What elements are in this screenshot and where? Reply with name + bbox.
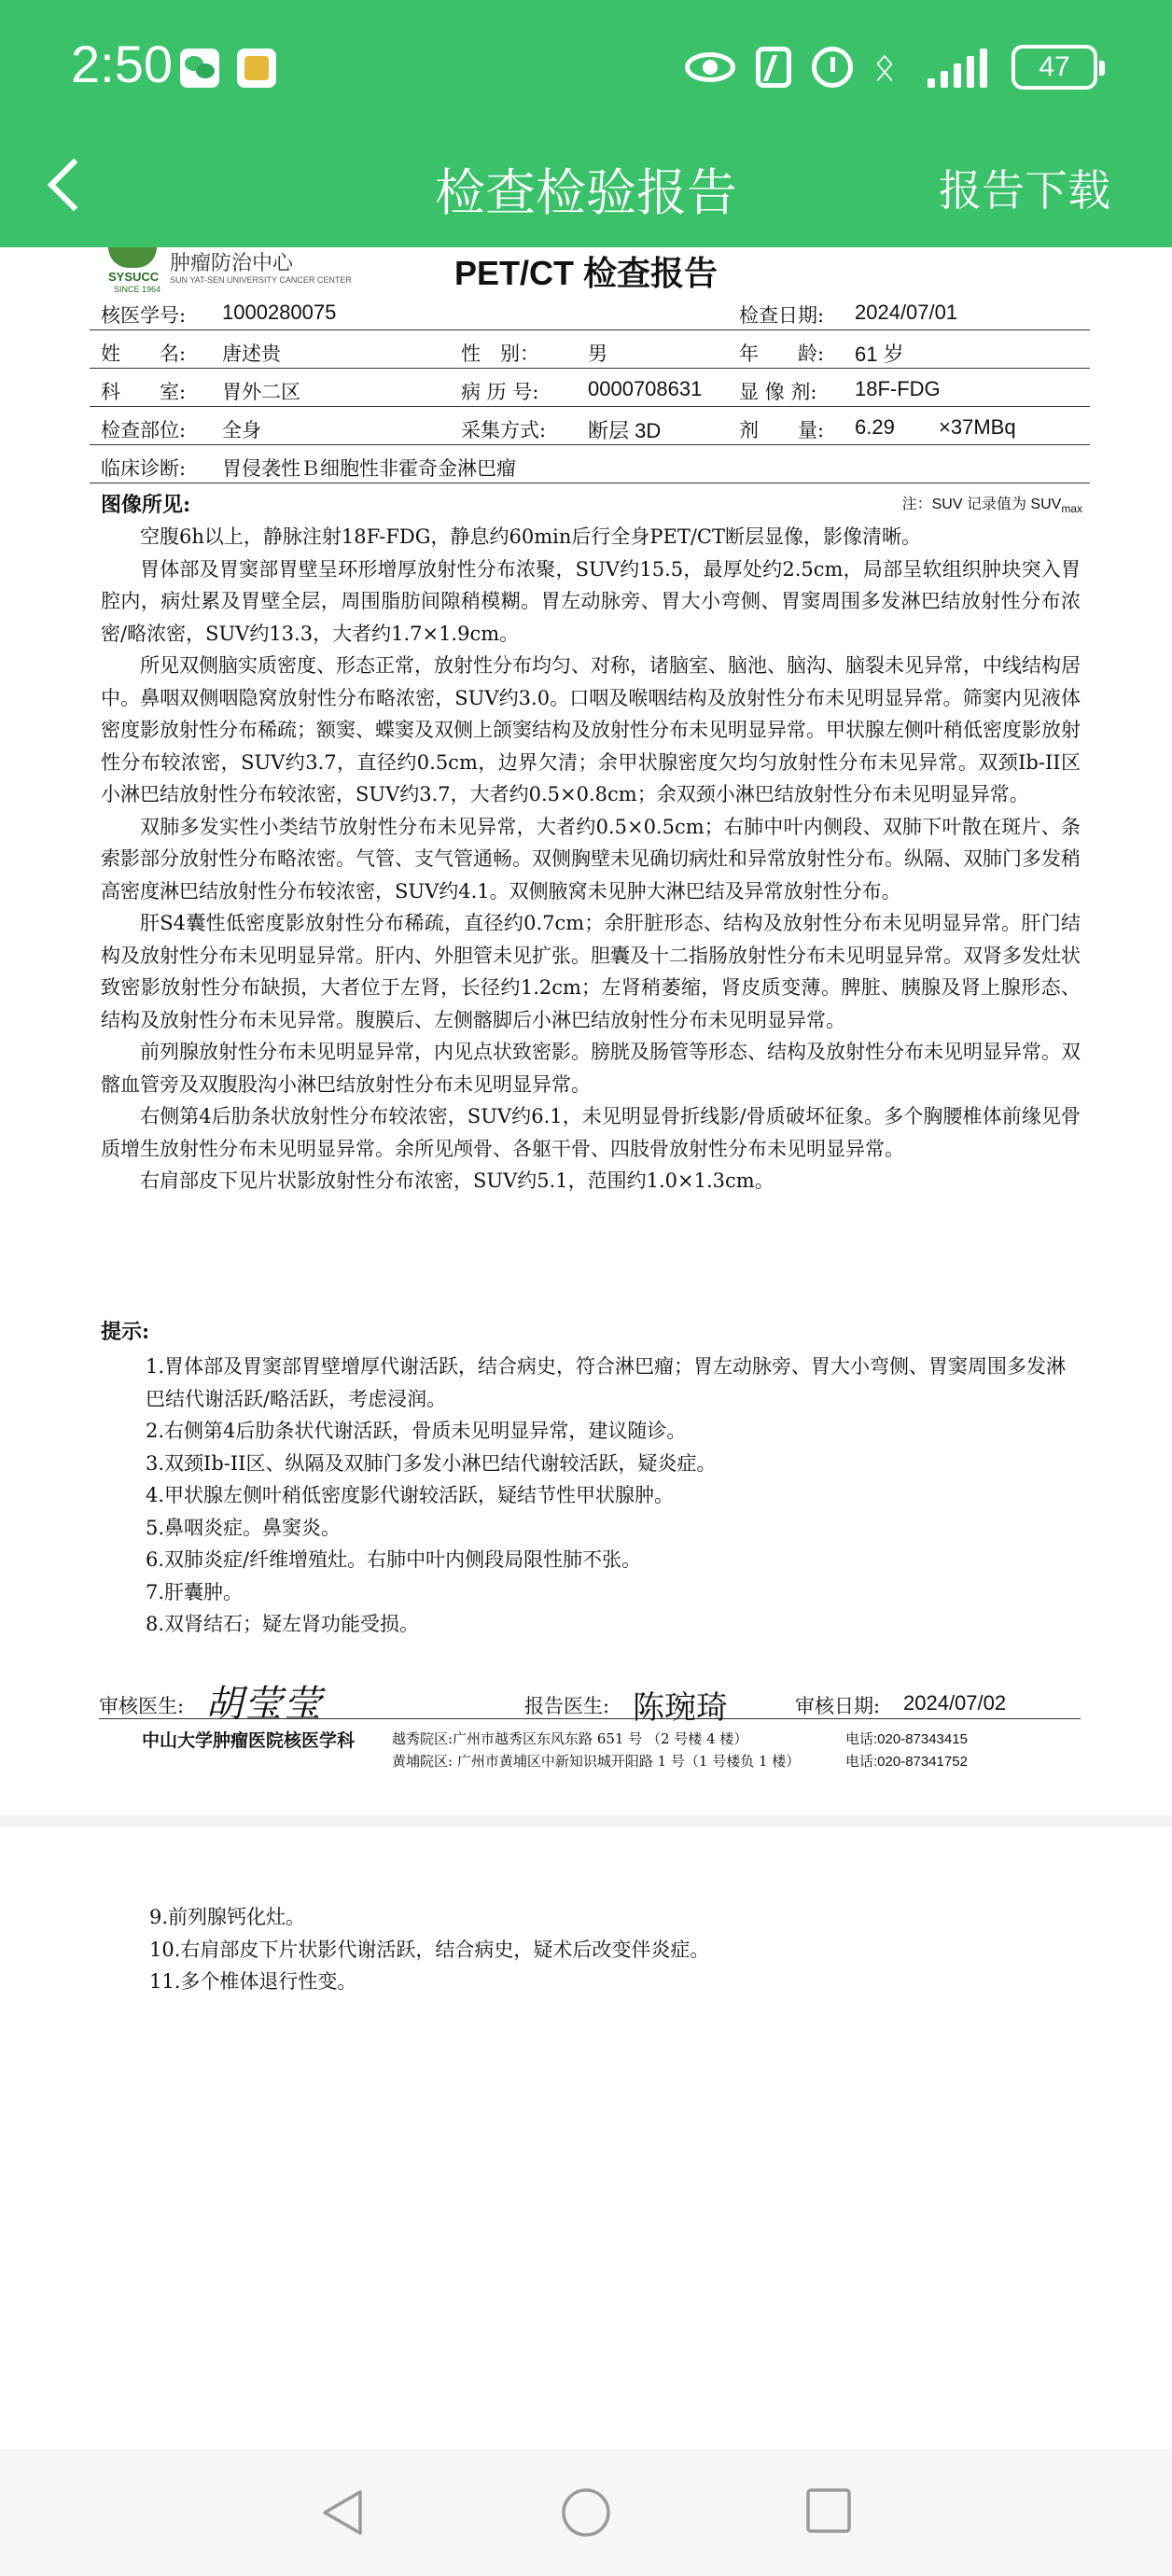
bluetooth-icon: ᛟ (873, 46, 896, 89)
info-row (90, 330, 1090, 369)
app-badge-icon (237, 49, 276, 88)
nav-back-icon[interactable] (317, 2486, 370, 2539)
info-row (90, 292, 1090, 330)
reviewer-label: 审核医生: (99, 1695, 185, 1717)
date-value: 2024/07/01 (855, 301, 958, 324)
nav-recent-icon[interactable] (804, 2486, 853, 2535)
footer-address-1: 越秀院区:广州市越秀区东风东路 651 号 （2 号楼 4 楼） (392, 1730, 748, 1747)
tip-item: 7.肝囊肿。 (146, 1580, 244, 1603)
findings-paragraph: 胃体部及胃窦部胃壁呈环形增厚放射性分布浓聚，SUV约15.5，最厚处约2.5cm，局部呈软组织肿块突入胃腔内，病灶累及胃壁全层，周围脂肪间隙稍模糊。胃左动脉旁、胃大小弯侧、胃窦周围多发淋巴结放射性分布浓密/略浓密，SUV约13.3，大者约1.7×1.9cm。 (101, 557, 1081, 645)
id-label: 核医学号: (101, 304, 187, 327)
dose-unit: ×37MBq (939, 415, 1016, 439)
suv-note (902, 492, 1082, 515)
download-report-button[interactable]: 报告下载 (939, 165, 1110, 216)
suv-note-text: 注：SUV 记录值为 SUV (901, 497, 1062, 512)
eye-icon (685, 52, 735, 82)
name-value: 唐述贵 (222, 343, 281, 365)
suv-note-sub: max (1061, 502, 1082, 516)
footer-phone-1: 电话:020-87343415 (845, 1731, 968, 1747)
wechat-icon (180, 49, 219, 88)
agent-label: 显 像 剂: (739, 381, 817, 403)
battery-icon: 47 (1012, 45, 1097, 90)
record-value: 0000708631 (588, 377, 703, 400)
tips-heading: 提示: (101, 1320, 150, 1344)
page-title: 检查检验报告 (435, 163, 737, 222)
sex-label: 性 别： (461, 343, 539, 365)
footer-address-2: 黄埔院区: 广州市黄埔区中新知识城开阳路 1 号（1 号楼负 1 楼） (392, 1753, 801, 1770)
signal-icon (922, 47, 991, 88)
reviewer-signature: 胡莹莹 (205, 1683, 323, 1726)
review-date-label: 审核日期: (795, 1695, 881, 1717)
findings-paragraph: 肝S4囊性低密度影放射性分布稀疏，直径约0.7cm；余肝脏形态、结构及放射性分布未见明显异常。肝门结构及放射性分布未见明显异常。肝内、外胆管未见扩张。胆囊及十二指肠放射性分布未见明显异常。双肾多发灶状致密影放射性分布缺损，大者位于左肾，长径约1.2cm；左肾稍萎缩，肾皮质变薄。脾脏、胰腺及肾上腺形态、结构及放射性分布未见异常。腹膜后、左侧髂脚后小淋巴结放射性分布未见明显异常。 (101, 912, 1081, 1031)
app-header (0, 0, 1172, 247)
tip-item: 5.鼻咽炎症。鼻窦炎。 (146, 1516, 342, 1539)
findings-paragraph: 空腹6h以上，静脉注射18F-FDG，静息约60min后行全身PET/CT断层显像，影像清晰。 (140, 525, 922, 548)
tip-item: 11.多个椎体退行性变。 (149, 1970, 357, 1993)
alarm-icon (812, 47, 853, 88)
tip-item: 2.右侧第4后肋条状代谢活跃，骨质未见明显异常，建议随诊。 (146, 1420, 687, 1442)
part-label: 检查部位: (101, 419, 187, 441)
nav-home-icon[interactable] (560, 2486, 612, 2539)
logo-since-text: SINCE 1964 (114, 285, 161, 294)
tip-item: 10.右肩部皮下片状影代谢活跃，结合病史，疑术后改变伴炎症。 (149, 1938, 710, 1961)
info-row (90, 369, 1090, 407)
diagnosis-value: 胃侵袭性Ｂ细胞性非霍奇金淋巴瘤 (222, 457, 516, 480)
tips-list (101, 1351, 1081, 1641)
part-value: 全身 (222, 419, 261, 441)
findings-body (101, 521, 1081, 1197)
dept-value: 胃外二区 (222, 381, 300, 403)
findings-paragraph: 所见双侧脑实质密度、形态正常，放射性分布均匀、对称，诸脑室、脑池、脑沟、脑裂未见异常，中线结构居中。鼻咽双侧咽隐窝放射性分布略浓密，SUV约3.0。口咽及喉咽结构及放射性分布未见明显异常。筛窦内见液体密度影放射性分布稀疏；额窦、蝶窦及双侧上颌窦结构及放射性分布未见明显异常。甲状腺左侧叶稍低密度影放射性分布较浓密，SUV约3.7，直径约0.5cm，边界欠清；余甲状腺密度欠均匀放射性分布未见异常。双颈Ib-II区小淋巴结放射性分布较浓密，SUV约3.7，大者约0.5×0.8cm；余双颈小淋巴结放射性分布未见明显异常。 (101, 654, 1081, 805)
patient-info-table (90, 292, 1090, 483)
agent-value: 18F-FDG (855, 377, 941, 400)
age-label: 年 龄: (739, 343, 825, 365)
tip-item: 3.双颈Ib-II区、纵隔及双肺门多发小淋巴结代谢较活跃，疑炎症。 (146, 1451, 717, 1475)
tip-item: 8.双肾结石；疑左肾功能受损。 (146, 1613, 420, 1635)
logo-en-text: SUN YAT-SEN UNIVERSITY CANCER CENTER (170, 275, 352, 285)
footer-phone-2: 电话:020-87341752 (845, 1754, 968, 1770)
dose-label: 剂 量: (739, 419, 825, 441)
findings-paragraph: 前列腺放射性分布未见明显异常，内见点状致密影。膀胱及肠管等形态、结构及放射性分布未见明显异常。双髂血管旁及双腹股沟小淋巴结放射性分布未见明显异常。 (101, 1041, 1081, 1096)
system-navbar (0, 2449, 1172, 2576)
findings-paragraph: 右肩部皮下见片状影放射性分布浓密，SUV约5.1，范围约1.0×1.3cm。 (140, 1169, 774, 1192)
signoff-row (99, 1680, 1081, 1727)
footer-department: 中山大学肿瘤医院核医学科 (142, 1730, 356, 1751)
nfc-icon (756, 47, 791, 88)
reporter-label: 报告医生: (524, 1695, 610, 1717)
findings-paragraph: 右侧第4后肋条状放射性分布较浓密，SUV约6.1，未见明显骨折线影/骨质破坏征象。多个胸腰椎体前缘见骨质增生放射性分布未见明显异常。余所见颅骨、各躯干骨、四肢骨放射性分布未见明显异常。 (101, 1105, 1081, 1160)
sex-value: 男 (588, 343, 607, 365)
method-label: 采集方式: (461, 419, 547, 441)
tip-item: 9.前列腺钙化灶。 (149, 1906, 306, 1928)
record-label: 病 历 号: (461, 381, 539, 403)
report-page-2 (0, 1827, 1172, 2449)
dose-value: 6.29 (855, 415, 895, 439)
report-title: PET/CT 检查报告 (453, 254, 718, 292)
logo-sysucc-text: SYSUCC (108, 270, 160, 284)
report-page (0, 247, 1172, 1815)
status-bar (0, 0, 1172, 135)
method-value: 断层 3D (588, 419, 662, 442)
dept-label: 科 室: (101, 381, 187, 403)
reporter-name: 陈琬琦 (633, 1689, 728, 1727)
review-date: 2024/07/02 (903, 1691, 1007, 1715)
info-row (90, 407, 1090, 445)
diagnosis-label: 临床诊断: (101, 457, 187, 480)
findings-heading: 图像所见: (101, 493, 191, 517)
age-value: 61 岁 (855, 343, 904, 366)
tip-item: 6.双肺炎症/纤维增殖灶。右肺中叶内侧段局限性肺不张。 (146, 1548, 642, 1571)
status-time: 2:50 (71, 35, 173, 93)
name-label: 姓 名: (101, 343, 187, 365)
info-row (90, 445, 1090, 483)
status-icons (685, 43, 1097, 91)
tip-item: 1.胃体部及胃窦部胃壁增厚代谢活跃，结合病史，符合淋巴瘤；胃左动脉旁、胃大小弯侧、胃窦周围多发淋巴结代谢活跃/略活跃，考虑浸润。 (146, 1355, 1067, 1410)
id-value: 1000280075 (222, 301, 337, 324)
tip-item: 4.甲状腺左侧叶稍低密度影代谢较活跃，疑结节性甲状腺肿。 (146, 1484, 675, 1506)
tips-list-continued (149, 1901, 709, 1998)
date-label: 检查日期: (739, 304, 825, 327)
findings-paragraph: 双肺多发实性小类结节放射性分布未见异常，大者约0.5×0.5cm；右肺中叶内侧段、双肺下叶散在斑片、条索影部分放射性分布略浓密。气管、支气管通畅。双侧胸壁未见确切病灶和异常放射性分布。纵隔、双肺门多发稍高密度淋巴结放射性分布较浓密，SUV约4.1。双侧腋窝未见肿大淋巴结及异常放射性分布。 (101, 815, 1081, 903)
logo-cn-text: 肿瘤防治中心 (170, 252, 294, 275)
